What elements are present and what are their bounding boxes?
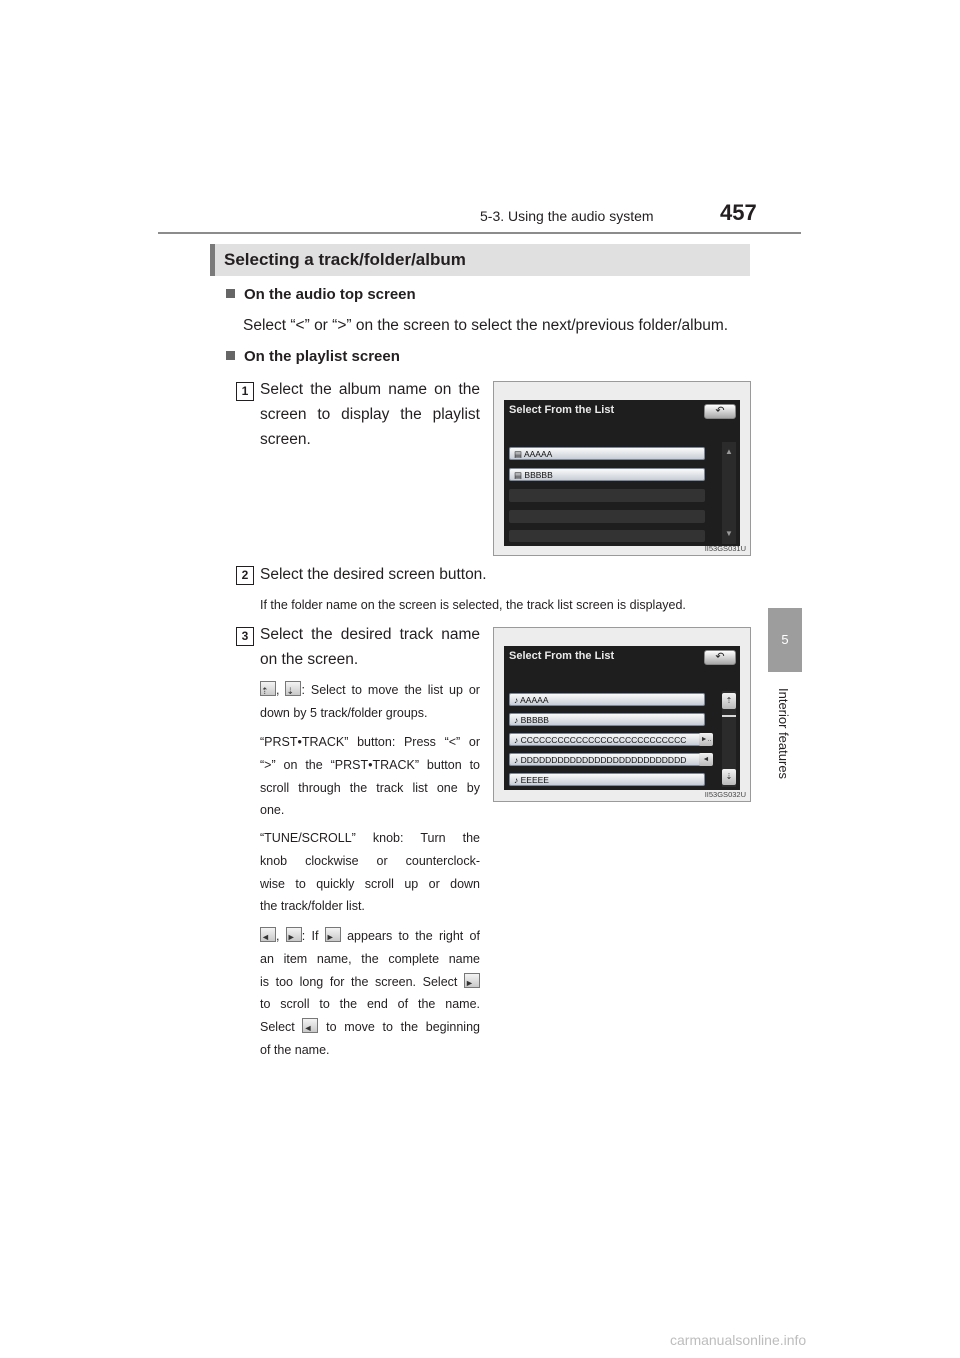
note-tune-scroll: “TUNE/SCROLL” knob: Turn the knob clockwise or counterclock- wise to quickly scroll up or down the track/folder list. [260,831,480,914]
screen-select-from-list [504,646,740,790]
heading-accent [210,244,215,276]
scroll-thumb[interactable] [722,715,736,717]
scrollbar[interactable] [722,691,736,787]
back-icon[interactable]: ↶ [704,650,736,665]
chapter-tab: 5 [768,608,802,672]
figure-code: II53GS031U [704,544,746,553]
page-down-icon: ⇣ [285,681,301,696]
subheading-audio-top: On the audio top screen [226,286,416,303]
scroll-left-icon: ◄ [302,1018,318,1033]
scrollbar[interactable] [722,442,736,544]
list-item-empty [509,530,705,542]
scroll-down-icon[interactable]: ▼ [725,529,733,538]
list-item-empty [509,489,705,502]
step-1-text: Select the album name on the screen to display the playlist screen. [260,381,480,448]
note-prst-track: “PRST•TRACK” button: Press “<” or “>” on the “PRST•TRACK” button to scroll through the track list one by one. [260,735,480,818]
section-heading-bar [210,244,750,276]
scroll-right-icon: ► [286,927,302,942]
step-2-note: If the folder name on the screen is selected, the track list screen is displayed. [260,598,686,612]
list-item[interactable]: ♪ DDDDDDDDDDDDDDDDDDDDDDDDDDD [509,753,705,766]
section-heading: Selecting a track/folder/album [224,250,466,269]
subheading-playlist: On the playlist screen [226,348,400,365]
screen-title: Select From the List [509,404,615,416]
scroll-right-icon[interactable]: ►.. [699,733,713,746]
scroll-up-icon[interactable]: ▲ [725,447,733,456]
chapter-tab-label: Interior features [776,688,791,780]
back-icon[interactable]: ↶ [704,404,736,419]
step-number-1: 1 [236,382,254,401]
step-3-text: Select the desired track name on the screen. [260,626,480,668]
list-item[interactable]: ♪ CCCCCCCCCCCCCCCCCCCCCCCCCCC [509,733,705,746]
figure-album-list [493,381,751,556]
figure-track-list [493,627,751,802]
page-down-icon[interactable]: ⇣ [722,769,736,785]
page-number: 457 [720,200,757,225]
note-scroll-buttons: ⇡ , ⇣ : Select to move the list up or down by 5 track/folder groups. [260,683,480,720]
running-header-section: 5-3. Using the audio system [480,208,654,224]
list-item[interactable]: ♪ BBBBB [509,713,705,726]
list-item[interactable]: ♪ AAAAA [509,693,705,706]
figure-code: II53GS032U [704,790,746,799]
step-number-3: 3 [236,627,254,646]
screen-select-from-list [504,400,740,546]
watermark: carmanualsonline.info [670,1332,807,1348]
scroll-left-icon[interactable]: ◄ [699,753,713,766]
audio-top-text: Select “<” or “>” on the screen to select the next/previous folder/album. [243,317,729,334]
step-number-2: 2 [236,566,254,585]
square-bullet-icon [226,351,235,360]
page-up-icon: ⇡ [260,681,276,696]
step-2-text: Select the desired screen button. [260,566,487,583]
list-item[interactable]: ▤ AAAAA [509,447,705,460]
scroll-right-icon: ► [325,927,341,942]
square-bullet-icon [226,289,235,298]
scroll-left-icon: ◄ [260,927,276,942]
screen-title: Select From the List [509,650,615,662]
header-rule [158,232,801,234]
page-up-icon[interactable]: ⇡ [722,693,736,709]
list-item[interactable]: ♪ EEEEE [509,773,705,786]
list-item[interactable]: ▤ BBBBB [509,468,705,481]
list-item-empty [509,510,705,523]
note-name-scroll: ◄ , ► : If ► appears to the right of an item name, the complete name is too long for the screen. Select ► to scroll to the end of the name. Select ◄ to move to the beginning of the name. [260,929,480,1057]
scroll-right-icon: ► [464,973,480,988]
